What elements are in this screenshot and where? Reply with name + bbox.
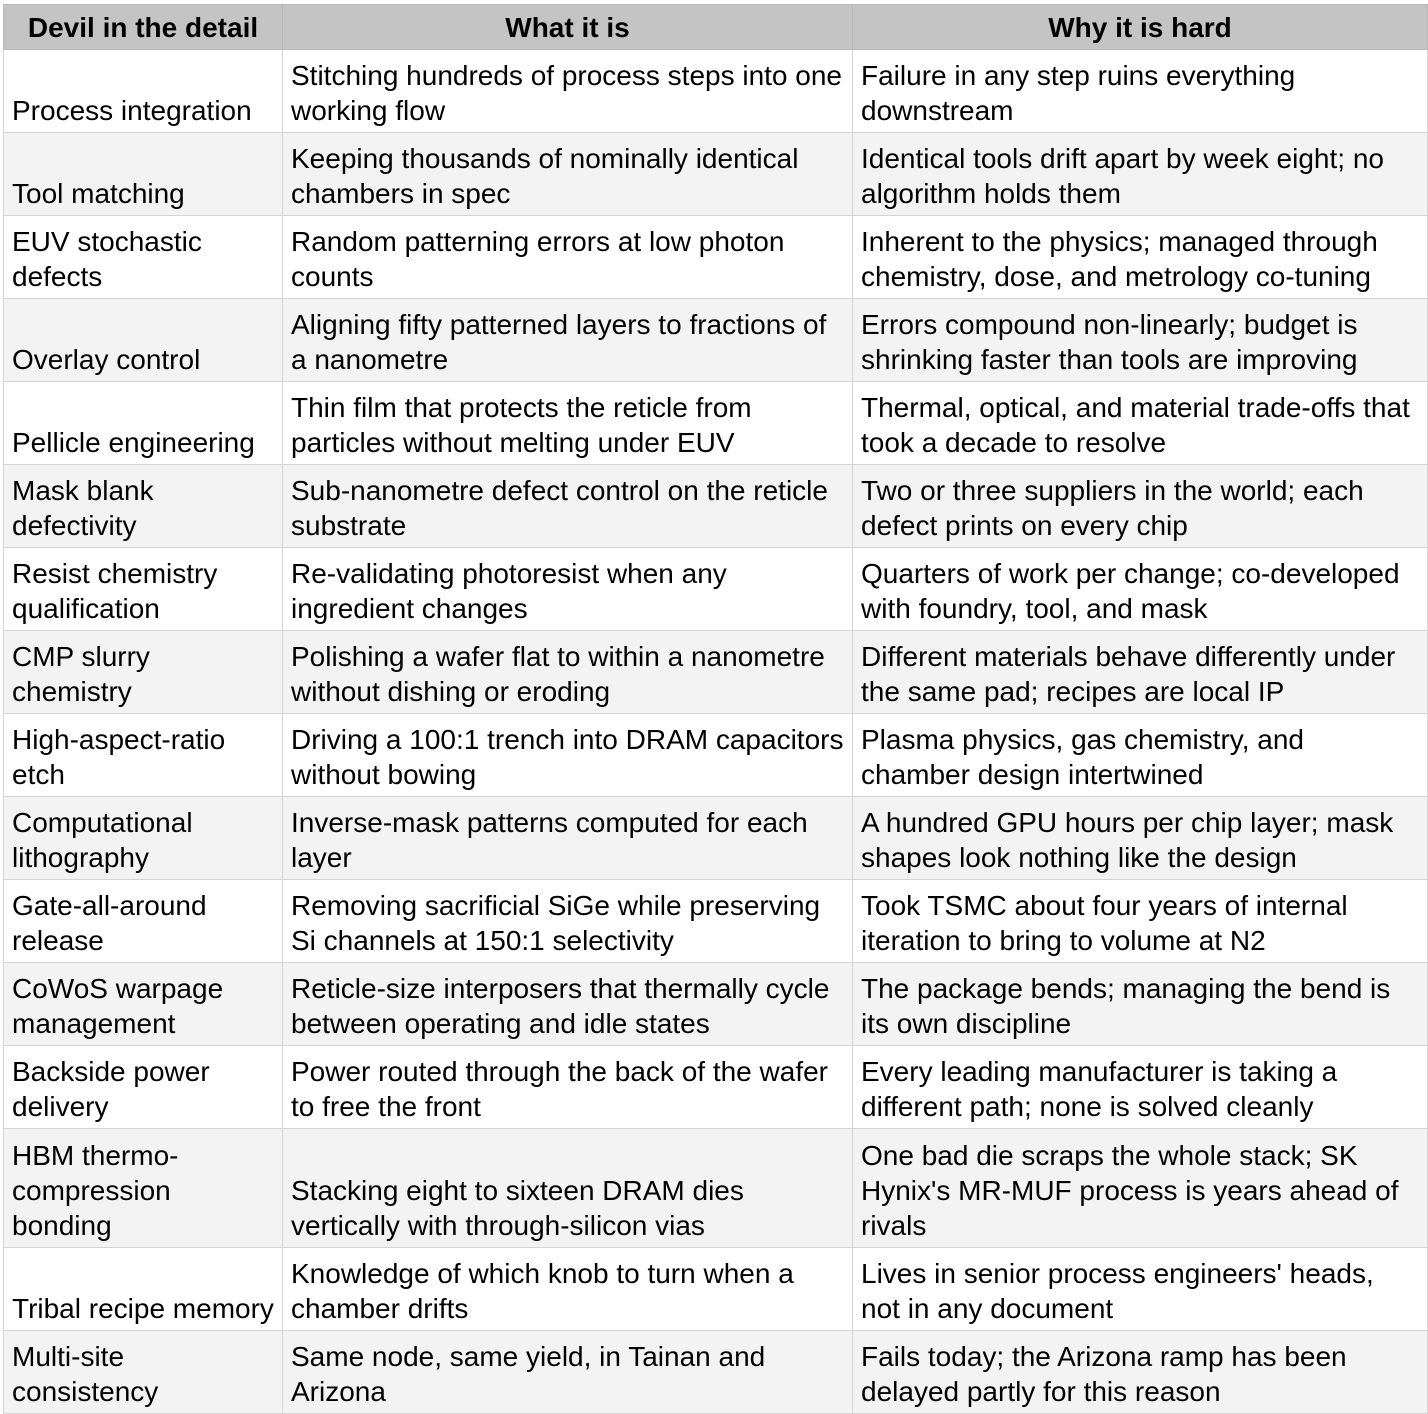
cell-what[interactable]: Stacking eight to sixteen DRAM dies vertically with through-silicon vias [283,1129,853,1248]
table-row [4,382,1428,465]
cell-detail[interactable]: Tool matching [4,133,283,216]
cell-detail[interactable]: High-aspect-ratio etch [4,714,283,797]
cell-detail[interactable]: Mask blank defectivity [4,465,283,548]
cell-what[interactable]: Power routed through the back of the wafer to free the front [283,1046,853,1129]
table-row [4,465,1428,548]
table-row [4,1046,1428,1129]
cell-why[interactable]: Different materials behave differently under the same pad; recipes are local IP [853,631,1428,714]
cell-what[interactable]: Keeping thousands of nominally identical chambers in spec [283,133,853,216]
cell-what[interactable]: Re-validating photoresist when any ingredient changes [283,548,853,631]
cell-detail[interactable]: Multi-site consistency [4,1331,283,1414]
cell-detail[interactable]: CoWoS warpage management [4,963,283,1046]
cell-why[interactable]: Plasma physics, gas chemistry, and chamber design intertwined [853,714,1428,797]
cell-what[interactable]: Thin film that protects the reticle from particles without melting under EUV [283,382,853,465]
header-devil-in-the-detail[interactable]: Devil in the detail [4,5,283,50]
table-row [4,216,1428,299]
cell-why[interactable]: Errors compound non-linearly; budget is shrinking faster than tools are improving [853,299,1428,382]
cell-why[interactable]: Inherent to the physics; managed through chemistry, dose, and metrology co-tuning [853,216,1428,299]
cell-what[interactable]: Same node, same yield, in Tainan and Arizona [283,1331,853,1414]
cell-detail[interactable]: EUV stochastic defects [4,216,283,299]
table-row [4,797,1428,880]
table-row [4,299,1428,382]
cell-why[interactable]: A hundred GPU hours per chip layer; mask shapes look nothing like the design [853,797,1428,880]
cell-why[interactable]: One bad die scraps the whole stack; SK Hynix's MR-MUF process is years ahead of rivals [853,1129,1428,1248]
cell-detail[interactable]: Gate-all-around release [4,880,283,963]
cell-why[interactable]: Thermal, optical, and material trade-offs that took a decade to resolve [853,382,1428,465]
table-row [4,133,1428,216]
table-row [4,963,1428,1046]
cell-why[interactable]: Every leading manufacturer is taking a different path; none is solved cleanly [853,1046,1428,1129]
cell-detail[interactable]: Pellicle engineering [4,382,283,465]
cell-what[interactable]: Knowledge of which knob to turn when a chamber drifts [283,1248,853,1331]
cell-what[interactable]: Reticle-size interposers that thermally cycle between operating and idle states [283,963,853,1046]
table-row [4,714,1428,797]
cell-what[interactable]: Inverse-mask patterns computed for each layer [283,797,853,880]
header-what-it-is[interactable]: What it is [283,5,853,50]
table-row [4,50,1428,133]
cell-what[interactable]: Removing sacrificial SiGe while preserving Si channels at 150:1 selectivity [283,880,853,963]
cell-what[interactable]: Stitching hundreds of process steps into one working flow [283,50,853,133]
cell-why[interactable]: Lives in senior process engineers' heads, not in any document [853,1248,1428,1331]
cell-detail[interactable]: Overlay control [4,299,283,382]
table-row [4,1331,1428,1414]
cell-why[interactable]: Two or three suppliers in the world; each defect prints on every chip [853,465,1428,548]
cell-detail[interactable]: CMP slurry chemistry [4,631,283,714]
cell-why[interactable]: Identical tools drift apart by week eight; no algorithm holds them [853,133,1428,216]
header-row [4,5,1428,50]
header-why-it-is-hard[interactable]: Why it is hard [853,5,1428,50]
cell-why[interactable]: Took TSMC about four years of internal iteration to bring to volume at N2 [853,880,1428,963]
table-row [4,880,1428,963]
cell-detail[interactable]: HBM thermo-compression bonding [4,1129,283,1248]
cell-detail[interactable]: Computational lithography [4,797,283,880]
cell-why[interactable]: The package bends; managing the bend is its own discipline [853,963,1428,1046]
cell-what[interactable]: Aligning fifty patterned layers to fractions of a nanometre [283,299,853,382]
cell-why[interactable]: Failure in any step ruins everything downstream [853,50,1428,133]
cell-detail[interactable]: Tribal recipe memory [4,1248,283,1331]
table-row [4,548,1428,631]
table-row [4,631,1428,714]
cell-what[interactable]: Driving a 100:1 trench into DRAM capacitors without bowing [283,714,853,797]
cell-what[interactable]: Random patterning errors at low photon counts [283,216,853,299]
cell-detail[interactable]: Resist chemistry qualification [4,548,283,631]
table-row [4,1248,1428,1331]
cell-what[interactable]: Sub-nanometre defect control on the reticle substrate [283,465,853,548]
table-row [4,1129,1428,1248]
cell-detail[interactable]: Process integration [4,50,283,133]
spreadsheet-table [3,4,1428,1414]
cell-detail[interactable]: Backside power delivery [4,1046,283,1129]
cell-why[interactable]: Fails today; the Arizona ramp has been delayed partly for this reason [853,1331,1428,1414]
cell-what[interactable]: Polishing a wafer flat to within a nanometre without dishing or eroding [283,631,853,714]
cell-why[interactable]: Quarters of work per change; co-developed with foundry, tool, and mask [853,548,1428,631]
